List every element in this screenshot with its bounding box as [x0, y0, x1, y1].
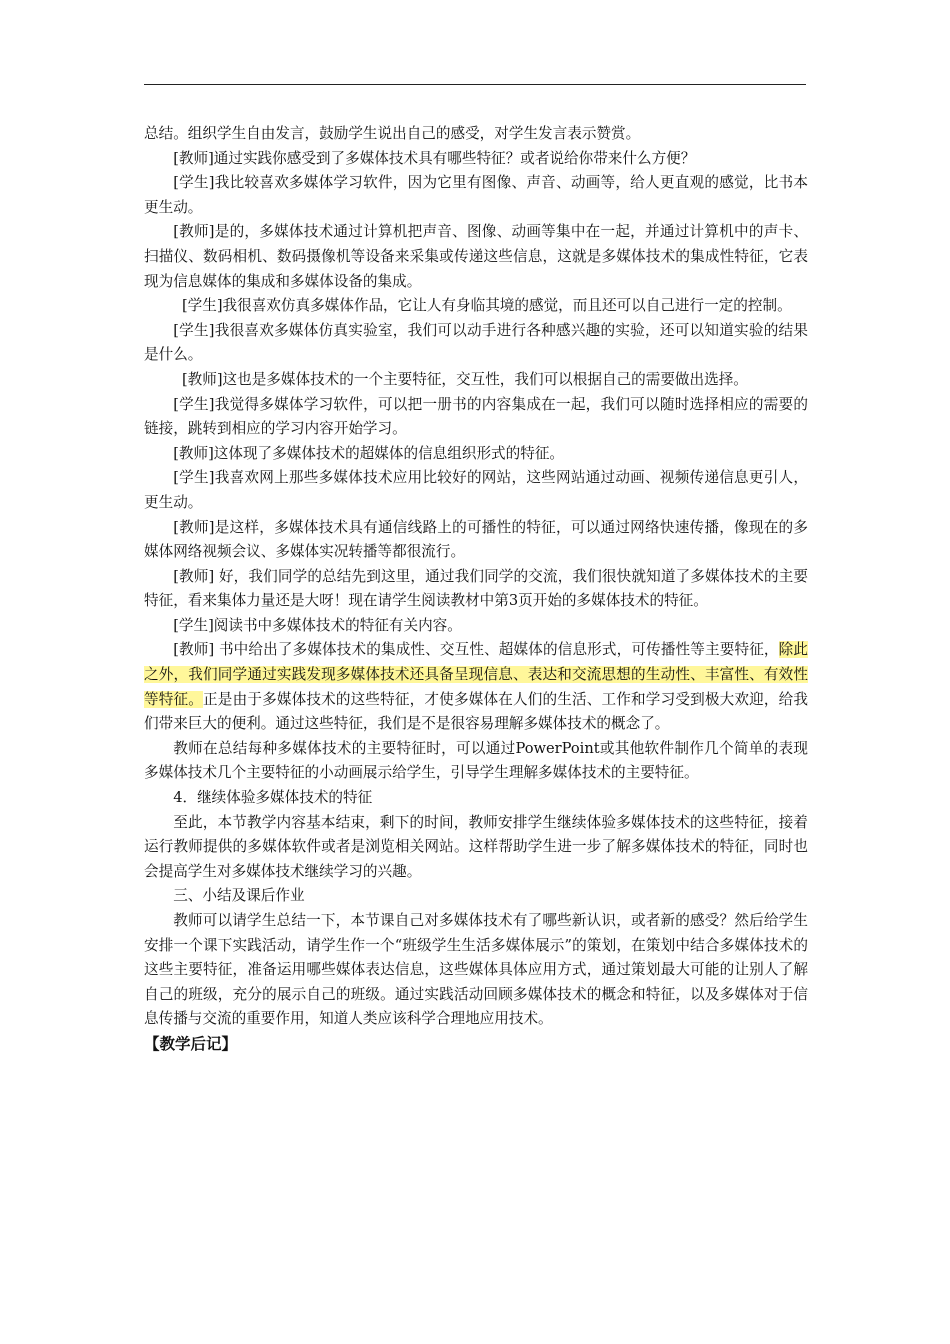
paragraph: [教师]这也是多媒体技术的一个主要特征，交互性，我们可以根据自己的需要做出选择。 [181, 370, 748, 388]
paragraph-with-highlight [144, 638, 808, 736]
paragraph: [教师]通过实践你感受到了多媒体技术具有哪些特征？或者说给你带来什么方便？ [173, 149, 696, 167]
paragraph-text: [教师] 书中给出了多媒体技术的集成性、交互性、超媒体的信息形式，可传播性等主要特征， [173, 641, 779, 659]
paragraph: [学生]我喜欢网上那些多媒体技术应用比较好的网站，这些网站通过动画、视频传递信息更引人，更生动。 [144, 469, 808, 511]
section-heading: 4．继续体验多媒体技术的特征 [173, 789, 373, 807]
paragraph: [学生]我很喜欢仿真多媒体作品，它让人有身临其境的感觉，而且还可以自己进行一定的控制。 [181, 297, 792, 315]
paragraph: [学生]我很喜欢多媒体仿真实验室，我们可以动手进行各种感兴趣的实验，还可以知道实验的结果是什么。 [144, 321, 808, 364]
paragraph: [学生]阅读书中多媒体技术的特征有关内容。 [173, 616, 462, 634]
paragraph: 教师可以请学生总结一下，本节课自己对多媒体技术有了哪些新认识，或者新的感受？然后给学生安排一个课下实践活动，请学生作一个“班级学生生活多媒体展示”的策划，在策划中结合多媒体技术的这些主要特征，准备运用哪些媒体表达信息，这些媒体具体应用方式，通过策划最大可能的让别人了解自己的班级，充分的展示自己的班级。通过实践活动回顾多媒体技术的概念和特征，以及多媒体对于信息传播与交流的重要作用，知道人类应该科学合理地应用技术。 [144, 912, 808, 1028]
paragraph-text: 正是由于多媒体技术的这些特征，才使多媒体在人们的生活、工作和学习受到极大欢迎，给我们带来巨大的便利。通过这些特征，我们是不是很容易理解多媒体技术的概念了。 [144, 690, 808, 733]
highlighted-text: 除此之外，我们同学通过实践发现多媒体技术还具备呈现信息、表达和交流思想的生动性、丰富性、有效性等特征。 [144, 641, 808, 708]
paragraph: 教师在总结每种多媒体技术的主要特征时，可以通过PowerPoint或其他软件制作几个简单的表现多媒体技术几个主要特征的小动画展示给学生，引导学生理解多媒体技术的主要特征。 [144, 739, 808, 782]
paragraph: [学生]我比较喜欢多媒体学习软件，因为它里有图像、声音、动画等，给人更直观的感觉，比书本更生动。 [144, 174, 808, 216]
section-heading: 三、小结及课后作业 [173, 887, 305, 905]
document-body [144, 122, 808, 1057]
paragraph: [教师]这体现了多媒体技术的超媒体的信息组织形式的特征。 [173, 444, 565, 462]
paragraph: [教师] 好，我们同学的总结先到这里，通过我们同学的交流，我们很快就知道了多媒体技术的主要特征，看来集体力量还是大呀！现在请学生阅读教材中第3页开始的多媒体技术的特征。 [144, 567, 808, 610]
paragraph: 至此，本节教学内容基本结束，剩下的时间，教师安排学生继续体验多媒体技术的这些特征，接着运行教师提供的多媒体软件或者是浏览相关网站。这样帮助学生进一步了解多媒体技术的特征，同时也会提高学生对多媒体技术继续学习的兴趣。 [144, 813, 808, 880]
paragraph: [学生]我觉得多媒体学习软件，可以把一册书的内容集成在一起，我们可以随时选择相应的需要的链接，跳转到相应的学习内容开始学习。 [144, 395, 808, 438]
paragraph: 总结。组织学生自由发言，鼓励学生说出自己的感受，对学生发言表示赞赏。 [144, 125, 641, 142]
header-rule [144, 84, 806, 85]
paragraph: [教师]是这样，多媒体技术具有通信线路上的可播性的特征，可以通过网络快速传播，像现在的多媒体网络视频会议、多媒体实况转播等都很流行。 [144, 518, 808, 561]
paragraph: [教师]是的，多媒体技术通过计算机把声音、图像、动画等集中在一起，并通过计算机中的声卡、扫描仪、数码相机、数码摄像机等设备来采集或传递这些信息，这就是多媒体技术的集成性特征，它表现为信息媒体的集成和多媒体设备的集成。 [144, 223, 808, 290]
afterword-heading: 【教学后记】 [144, 1034, 238, 1053]
